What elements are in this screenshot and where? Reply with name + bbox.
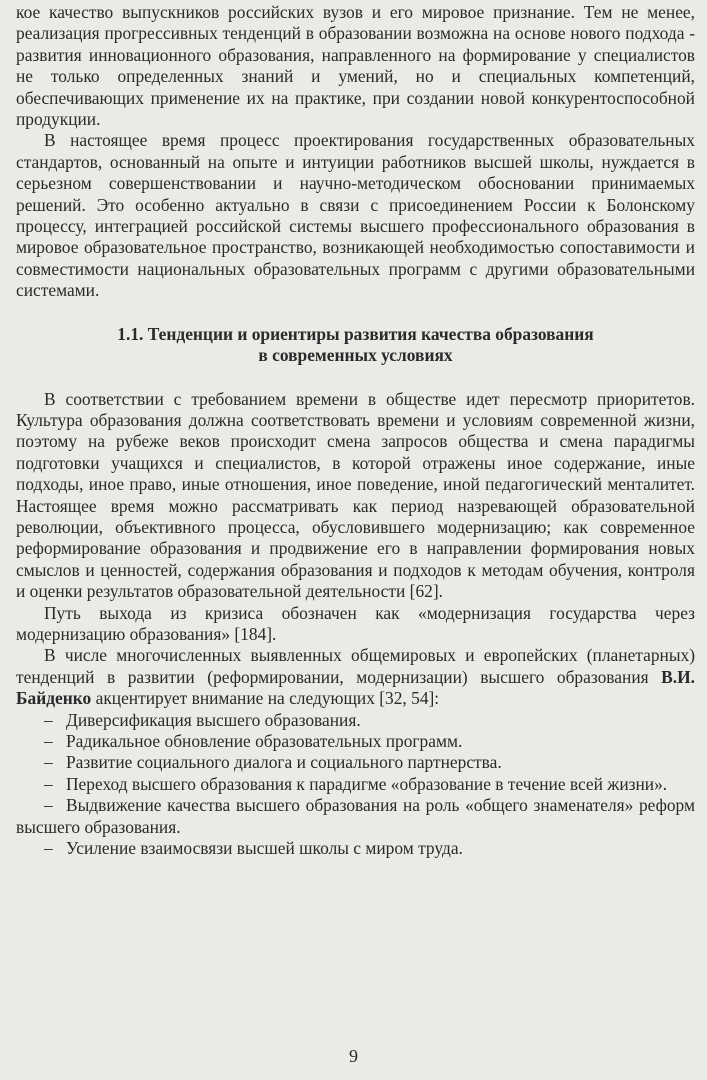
dash-marker: –: [44, 795, 53, 816]
list-item: [16, 710, 695, 731]
list-intro-paragraph: [16, 645, 695, 709]
dash-marker: –: [44, 773, 53, 794]
list-item: [16, 774, 695, 795]
list-item-text: Развитие социального диалога и социального партнерства.: [66, 752, 502, 773]
list-item-text: Усиление взаимосвязи высшей школы с миром труда.: [66, 838, 463, 859]
list-item: [16, 731, 695, 752]
intro-paragraph-1: кое качество выпускников российских вузов и его мировое признание. Тем не менее, реализация прогрессивных тенденций в образовании возможна на основе нового подхода - развития инновационного образования, направленного на формирование у специалистов не только определенных знаний и умений, но и специальных компетенций, обеспечивающих применение их на практике, при создании новой конкурентоспособной продукции.: [16, 2, 695, 130]
list-intro-text-before: В числе многочисленных выявленных общемировых и европейских (планетарных) тенденций в развитии (реформировании, модернизации) высшего образования: [16, 645, 695, 687]
list-item: [16, 795, 695, 838]
dash-marker: –: [44, 731, 53, 751]
section-heading-line-1: 1.1. Тенденции и ориентиры развития качества образования: [117, 323, 594, 344]
dash-marker: –: [44, 838, 53, 859]
page-body: [16, 2, 695, 859]
list-item-text: Диверсификация высшего образования.: [66, 709, 361, 730]
page-number: 9: [349, 1046, 358, 1066]
section-paragraph-1: В соответствии с требованием времени в обществе идет пересмотр приоритетов. Культура образования должна соответствовать времени и условиям современной жизни, поэтому на рубеже веков происходит смена запросов общества и смена парадигмы подготовки учащихся и специалистов, в которой отражены иное содержание, иные подходы, иное право, иные отношения, иное поведение, иной педагогический менталитет. Настоящее время можно рассматривать как период назревающей образовательной революции, объективного процесса, обусловившего модернизацию; как современное реформирование образования и продвижение его в направлении формирования новых смыслов и ценностей, содержания образования и подходов к методам обучения, контроля и оценки результатов образовательной деятельности [62].: [16, 388, 695, 602]
intro-paragraph-2: В настоящее время процесс проектирования государственных образовательных стандартов, основанный на опыте и интуиции работников высшей школы, нуждается в серьезном совершенствовании и научно-методическом обосновании принимаемых решений. Это особенно актуально в связи с присоединением России к Болонскому процессу, интеграцией российской системы высшего профессионального образования в мировое образовательное пространство, возникающей необходимостью сопоставимости и совместимости национальных образовательных программ с другими образовательными системами.: [16, 130, 695, 301]
list-item: [16, 838, 695, 859]
author-name: В.И. Байденко: [16, 666, 695, 709]
list-intro-text-after: акцентирует внимание на следующих [32, 54]:: [91, 688, 440, 709]
list-item-text: Радикальное обновление образовательных программ.: [66, 731, 463, 751]
list-item-text: Переход высшего образования к парадигме «образование в течение всей жизни».: [66, 773, 668, 794]
section-paragraph-2: Путь выхода из кризиса обозначен как «модернизация государства через модернизацию образования» [184].: [16, 602, 695, 644]
section-heading: [16, 324, 695, 367]
list-item-text: Выдвижение качества высшего образования на роль «общего знаменателя» реформ высшего образования.: [16, 795, 695, 837]
list-item: [16, 752, 695, 773]
section-heading-line-2: в современных условиях: [258, 345, 453, 366]
dash-marker: –: [44, 752, 53, 773]
trends-list: [16, 710, 695, 860]
dash-marker: –: [44, 709, 53, 730]
